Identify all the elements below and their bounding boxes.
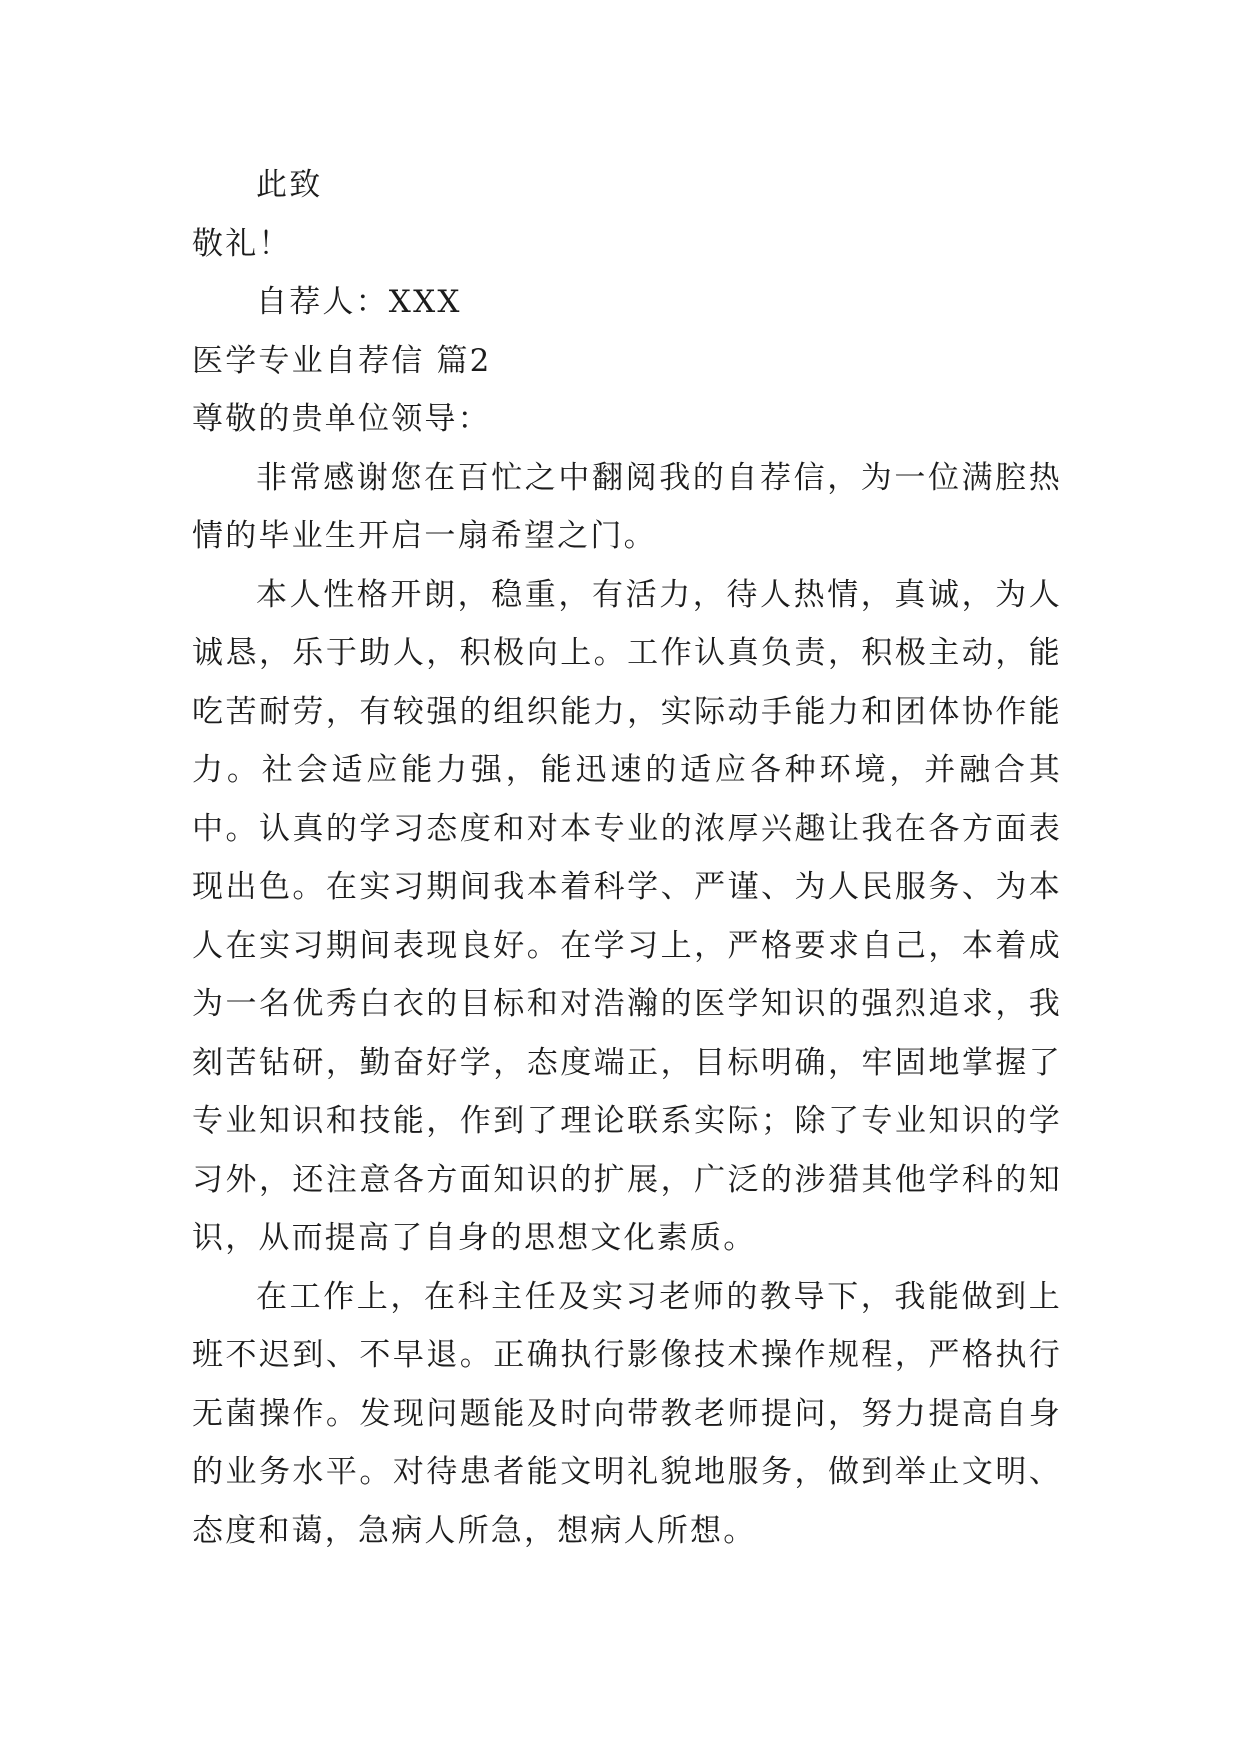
document-body [192, 156, 1062, 1560]
paragraph-1: 非常感谢您在百忙之中翻阅我的自荐信，为一位满腔热情的毕业生开启一扇希望之门。 [192, 459, 1062, 554]
paragraph-2: 本人性格开朗，稳重，有活力，待人热情，真诚，为人诚恳，乐于助人，积极向上。工作认真负责，积极主动，能吃苦耐劳，有较强的组织能力，实际动手能力和团体协作能力。社会适应能力强，能迅速的适应各种环境，并融合其中。认真的学习态度和对本专业的浓厚兴趣让我在各方面表现出色。在实习期间我本着科学、严谨、为人民服务、为本人在实习期间表现良好。在学习上，严格要求自己，本着成为一名优秀白衣的目标和对浩瀚的医学知识的强烈追求，我刻苦钻研，勤奋好学，态度端正，目标明确，牢固地掌握了专业知识和技能，作到了理论联系实际；除了专业知识的学习外，还注意各方面知识的扩展，广泛的涉猎其他学科的知识，从而提高了自身的思想文化素质。 [192, 576, 1062, 1256]
signature-line: 自荐人：XXX [256, 284, 462, 320]
paragraph-3: 在工作上，在科主任及实习老师的教导下，我能做到上班不迟到、不早退。正确执行影像技术操作规程，严格执行无菌操作。发现问题能及时向带教老师提问，努力提高自身的业务水平。对待患者能文明礼貌地服务，做到举止文明、态度和蔼，急病人所急，想病人所想。 [192, 1278, 1062, 1549]
addressee-line: 尊敬的贵单位领导： [192, 401, 491, 437]
closing-salutation-1: 此致 [256, 167, 323, 203]
section-title: 医学专业自荐信 篇2 [192, 342, 492, 379]
closing-salutation-2: 敬礼！ [192, 225, 292, 262]
